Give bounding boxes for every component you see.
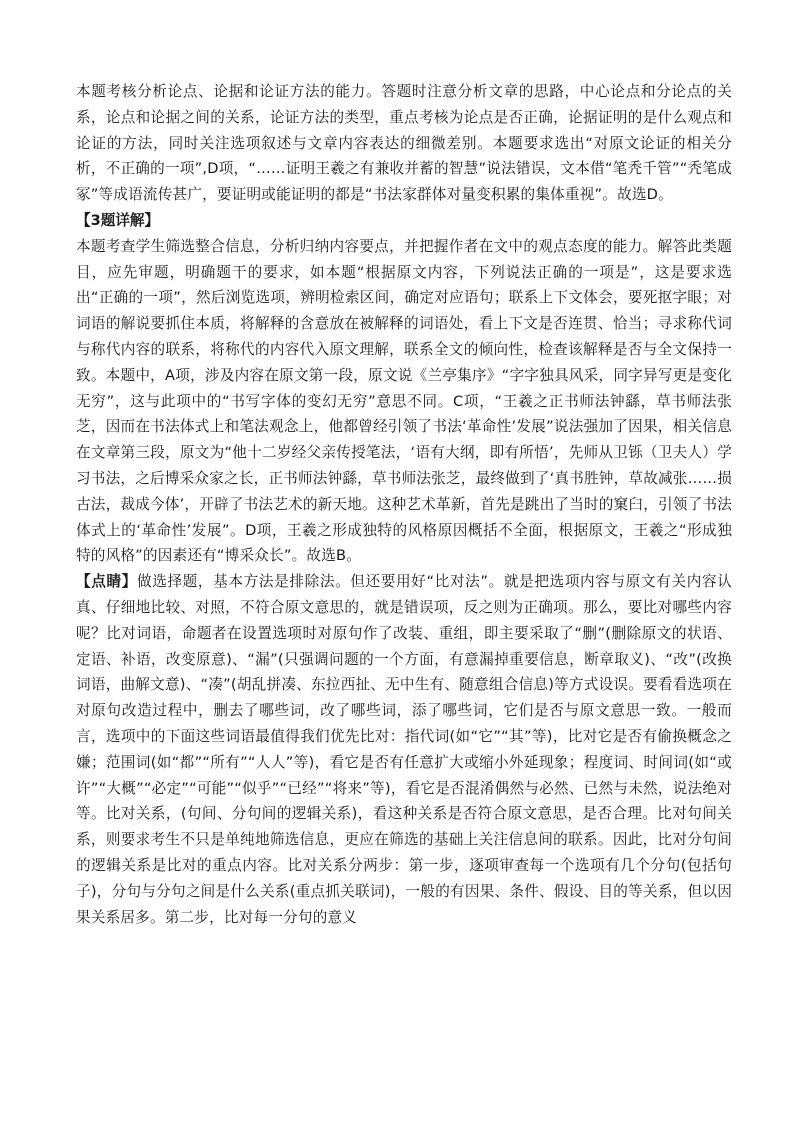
question-2-analysis-paragraph: 本题考核分析论点、论据和论证方法的能力。答题时注意分析文章的思路，中心论点和分论点的关系，论点和论据之间的关系，论证方法的类型，重点考核为论点是否正确，论据证明的是什么观点和论证的方法，同时关注选项叙述与文章内容表达的细微差别。本题要求选出“对原文论证的相关分析，不正确的一项”,D项，“……证明王羲之有兼收并蓄的智慧”说法错误，文本借“笔秃千管”“秃笔成冢”等成语流传甚广，要证明或能证明的都是“书法家群体对量变积累的集体重视”。故选D。	[76, 83, 732, 204]
tip-label: 【点睛】	[76, 573, 137, 591]
document-body	[76, 79, 732, 930]
question-3-analysis-paragraph: 本题考查学生筛选整合信息，分析归纳内容要点，并把握作者在文中的观点态度的能力。解答此类题目，应先审题，明确题干的要求，如本题“根据原文内容，下列说法正确的一项是”，这是要求选出“正确的一项”，然后浏览选项，辨明检索区间，确定对应语句；联系上下文体会，要死抠字眼；对词语的解说要抓住本质，将解释的含意放在被解释的词语处，看上下文是否连贯、恰当；寻求称代词与称代内容的联系，将称代的内容代入原文理解，联系全文的倾向性，检查该解释是否与全文保持一致。本题中，A项，涉及内容在原文第一段，原文说《兰亭集序》“字字独具风采，同字异写更是变化无穷”，这与此项中的“书写字体的变幻无穷”意思不同。C项，“王羲之正书师法钟繇，草书师法张芝，因而在书法体式上和笔法观念上，他都曾经引领了书法‘革命性’发展”说法强加了因果，相关信息在文章第三段，原文为“他十二岁经父亲传授笔法，‘语有大纲，即有所悟’，先师从卫铄（卫夫人）学习书法，之后博采众家之长，正书师法钟繇，草书师法张芝，最终做到了‘真书胜钟，草故减张……损古法，裁成今体’，开辟了书法艺术的新天地。这种艺术革新，首先是跳出了当时的窠臼，引领了书法体式上的‘革命性’发展”。D项，王羲之形成独特的风格原因概括不全面，根据原文，王羲之“形成独特的风格”的因素还有“博采众长”。故选B。	[76, 237, 732, 565]
question-3-heading: 【3题详解】	[76, 211, 160, 229]
tip-paragraph	[76, 569, 732, 930]
tip-text: 做选择题，基本方法是排除法。但还要用好“比对法”。就是把选项内容与原文有关内容认真、仔细地比较、对照，不符合原文意思的，就是错误项，反之则为正确项。那么，要比对哪些内容呢？比对词语，命题者在设置选项时对原句作了改装、重组，即主要采取了“删”(删除原文的状语、定语、补语，改变原意)、“漏”(只强调问题的一个方面，有意漏掉重要信息，断章取义)、“改”(改换词语，曲解文意)、“凑”(胡乱拼凑、东拉西扯、无中生有、随意组合信息)等方式设误。要看看选项在对原句改造过程中，删去了哪些词，改了哪些词，添了哪些词，它们是否与原文意思一致。一般而言，选项中的下面这些词语最值得我们优先比对：指代词(如“它”“其”等)，比对它是否有偷换概念之嫌；范围词(如“都”“所有”“人人”等)，看它是否有任意扩大或缩小外延现象；程度词、时间词(如“或许”“大概”“必定”“可能”“似乎”“已经”“将来”等)，看它是否混淆偶然与必然、已然与未然，说法绝对等。比对关系，(句间、分句间的逻辑关系)，看这种关系是否符合原文意思，是否合理。比对句间关系，则要求考生不只是单纯地筛选信息，更应在筛选的基础上关注信息间的联系。因此，比对分句间的逻辑关系是比对的重点内容。比对关系分两步：第一步，逐项审查每一个选项有几个分句(包括句子)，分句与分句之间是什么关系(重点抓关联词)，一般的有因果、条件、假设、目的等关系，但以因果关系居多。第二步，比对每一分句的意义	[76, 573, 733, 926]
